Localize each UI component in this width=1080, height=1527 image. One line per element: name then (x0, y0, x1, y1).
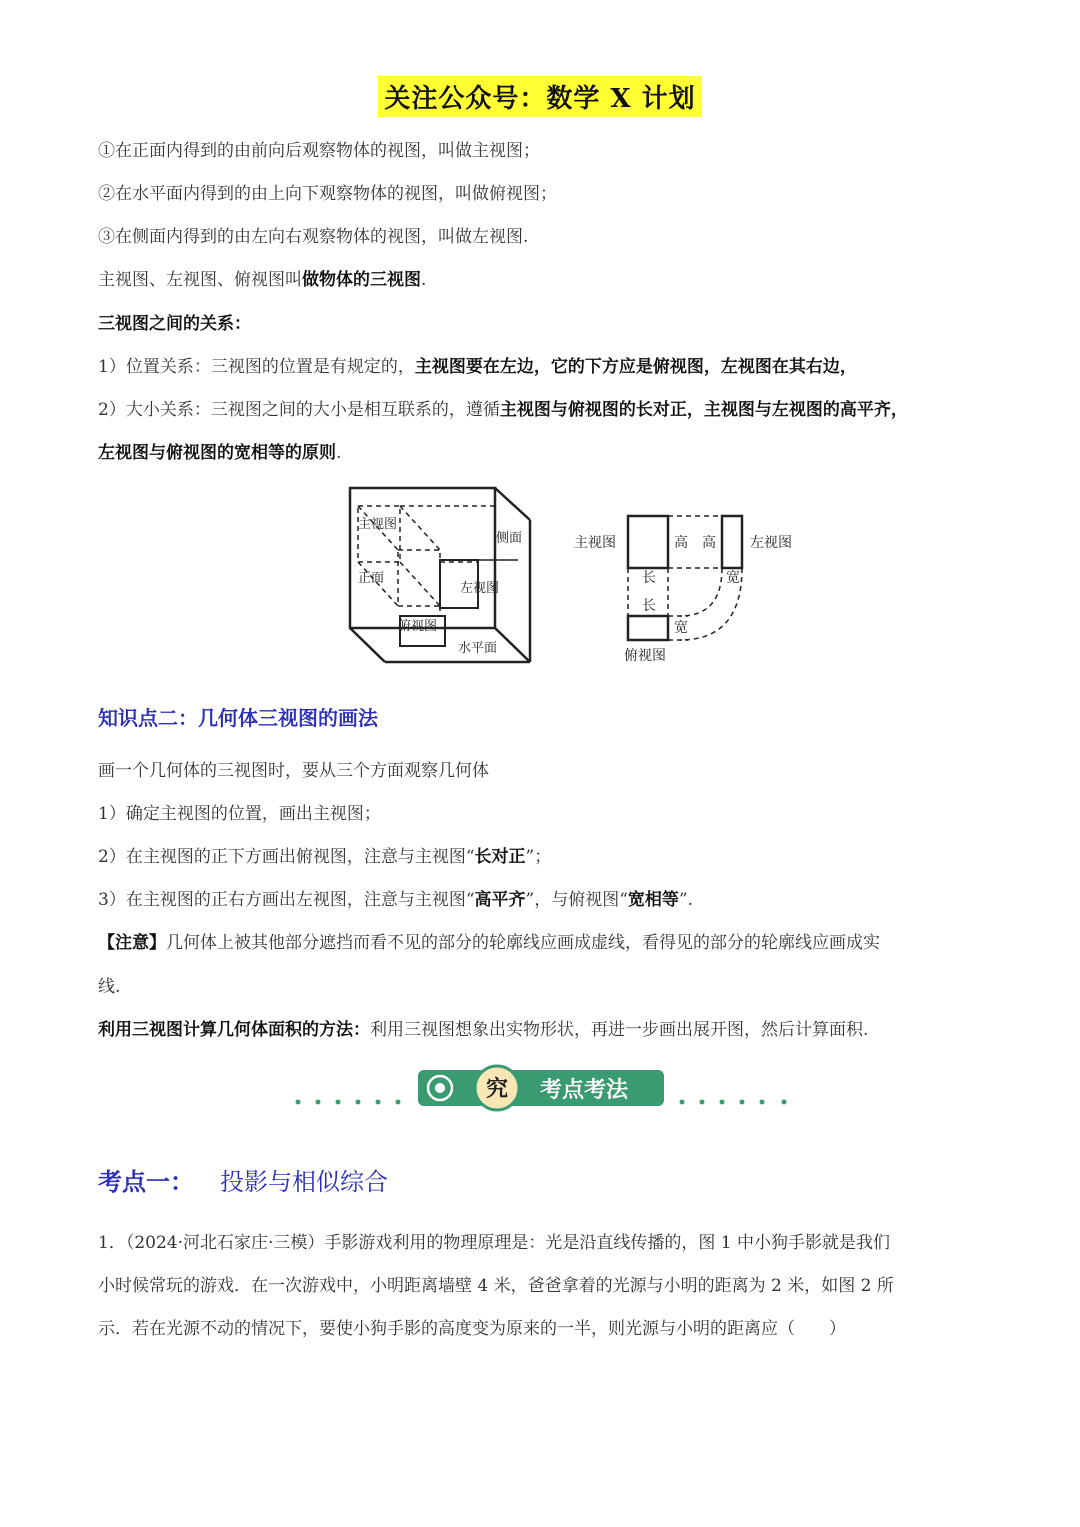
label-width-2: 宽 (674, 620, 688, 636)
label-height-1: 高 (674, 535, 688, 551)
kp2-step-2-prefix: 2）在主视图的正下方画出俯视图，注意与主视图“ (98, 847, 475, 867)
kp2-step-3-bold-2: 宽相等 (627, 890, 679, 910)
size-relation-prefix: 2）大小关系：三视图之间的大小是相互联系的，遵循 (98, 400, 500, 420)
label-width-1: 宽 (726, 570, 740, 586)
banner-dots-right (680, 1100, 787, 1105)
kp2-step-2-suffix: ”； (525, 847, 552, 867)
cube-front-face (358, 506, 400, 562)
banner-label: 考点考法 (539, 1078, 629, 1103)
exam-point-1-label: 考点一： (98, 1167, 194, 1196)
relations-heading: 三视图之间的关系： (98, 314, 251, 334)
question-1-line-1: 1．（2024·河北石家庄·三模）手影游戏利用的物理原理是：光是沿直线传播的，图 1 中小狗手影就是我们 (98, 1233, 891, 1253)
label-left-view: 左视图 (750, 535, 792, 551)
left-view-rect (722, 516, 742, 568)
knowledge-point-2-title: 知识点二：几何体三视图的画法 (98, 706, 378, 730)
three-views-bold: 做物体的三视图 (302, 270, 421, 290)
kp2-method-text: 利用三视图想象出实物形状，再进一步画出展开图，然后计算面积. (370, 1020, 869, 1040)
kp2-step-3-middle: ”，与俯视图“ (525, 890, 628, 910)
page-title: 关注公众号：数学 X 计划 (378, 76, 701, 117)
three-view-layout-figure (570, 500, 810, 675)
three-views-definition (98, 270, 426, 290)
three-views-suffix: . (421, 270, 427, 290)
cube-back-face (398, 550, 440, 606)
kp2-note-text-1: 几何体上被其他部分遮挡而看不见的部分的轮廓线应画成虚线，看得见的部分的轮廓线应画成实 (166, 933, 880, 953)
exam-points-banner (290, 1064, 800, 1116)
three-views-prefix: 主视图、左视图、俯视图叫 (98, 270, 302, 290)
kp2-step-2-bold: 长对正 (474, 847, 526, 867)
size-relation-bold1: 主视图与俯视图的长对正，主视图与左视图的高平齐， (499, 400, 908, 420)
label-length-2: 长 (642, 598, 656, 614)
question-1-line-3: 示．若在光源不动的情况下，要使小狗手影的高度变为原来的一半，则光源与小明的距离应（ ） (98, 1319, 846, 1339)
kp2-note-bold: 【注意】 (98, 933, 166, 953)
question-1-line-2: 小时候常玩的游戏．在一次游戏中，小明距离墙壁 4 米，爸爸拿着的光源与小明的距离为 2 米，如图 2 所 (98, 1276, 894, 1296)
banner-dots-left (296, 1100, 401, 1105)
definition-left-view: ③在侧面内得到的由左向右观察物体的视图，叫做左视图. (98, 227, 529, 247)
kp2-step-3 (98, 890, 693, 910)
kp2-method (98, 1020, 868, 1040)
position-relation-bold: 主视图要在左边，它的下方应是俯视图，左视图在其右边， (414, 357, 857, 377)
target-icon-center (435, 1083, 445, 1093)
kp2-intro: 画一个几何体的三视图时，要从三个方面观察几何体 (98, 761, 489, 781)
position-relation (98, 357, 857, 377)
label-front-view: 主视图 (574, 535, 616, 551)
label-horizontal: 水平面 (458, 641, 498, 656)
kp2-method-bold: 利用三视图计算几何体面积的方法： (98, 1020, 370, 1040)
label-front-view: 主视图 (358, 517, 398, 532)
size-relation (98, 400, 908, 420)
header (0, 76, 1080, 117)
label-height-2: 高 (702, 535, 716, 551)
kp2-step-3-prefix: 3）在主视图的正右方画出左视图，注意与主视图“ (98, 890, 475, 910)
kp2-step-1: 1）确定主视图的位置，画出主视图； (98, 804, 381, 824)
kp2-step-2 (98, 847, 551, 867)
definition-front-view: ①在正面内得到的由前向后观察物体的视图，叫做主视图； (98, 141, 540, 161)
label-left-view: 左视图 (460, 581, 500, 596)
kp2-note (98, 933, 880, 953)
label-front: 正面 (358, 571, 385, 586)
label-side: 侧面 (496, 531, 523, 546)
top-view-rect (628, 616, 668, 640)
size-relation-cont (98, 443, 341, 463)
label-top-view: 俯视图 (624, 648, 666, 664)
projection-box-figure (340, 480, 540, 670)
box-floor-left-edge (350, 628, 385, 662)
front-view-rect (628, 516, 668, 568)
kp2-step-3-bold-1: 高平齐 (474, 890, 526, 910)
size-relation-suffix: . (336, 443, 342, 463)
exam-point-1-topic: 投影与相似综合 (220, 1168, 388, 1196)
exam-point-1-title (98, 1162, 388, 1197)
banner-circle-char: 究 (485, 1077, 509, 1102)
kp2-note-cont: 线. (98, 977, 121, 997)
kp2-step-3-suffix: ”. (678, 890, 694, 910)
label-top-view: 俯视图 (398, 619, 438, 634)
box-bottom-right-edge (495, 628, 530, 662)
box-top-right-edge (495, 488, 530, 520)
size-relation-bold2: 左视图与俯视图的宽相等的原则 (98, 443, 336, 463)
definition-top-view: ②在水平面内得到的由上向下观察物体的视图，叫做俯视图； (98, 184, 557, 204)
label-length-1: 长 (642, 570, 656, 586)
position-relation-prefix: 1）位置关系：三视图的位置是有规定的， (98, 357, 415, 377)
